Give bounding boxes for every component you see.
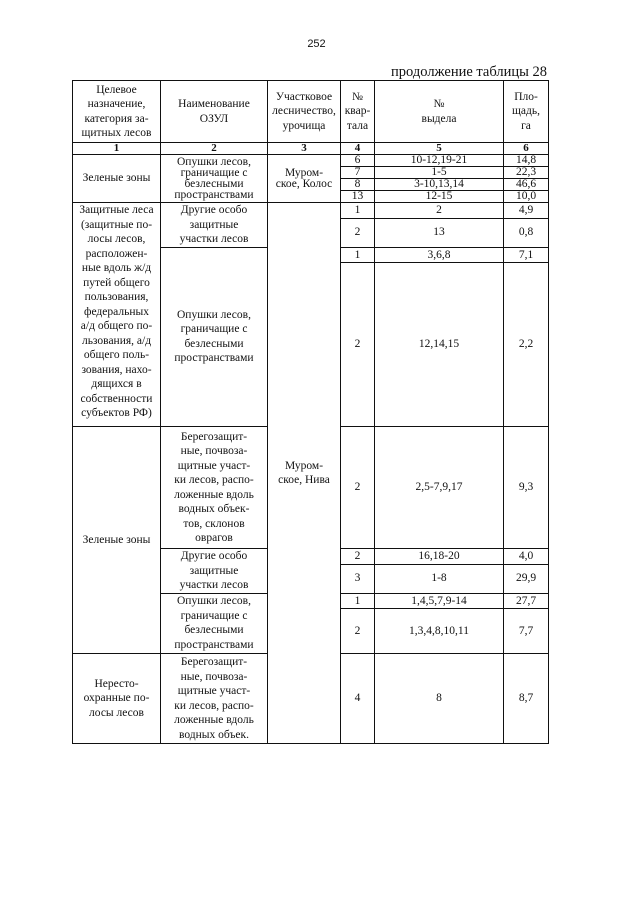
category-green-zones: Зеленые зоны — [73, 155, 161, 203]
header-quarter: № квар- тала — [341, 81, 375, 143]
area-cell: 7,1 — [504, 247, 549, 263]
page-number: 252 — [307, 38, 326, 50]
area-cell: 27,7 — [504, 593, 549, 609]
area-cell: 7,7 — [504, 609, 549, 654]
plot-cell: 12,14,15 — [375, 263, 504, 427]
area-cell: 2,2 — [504, 263, 549, 427]
plot-cell: 3-10,13,14 — [375, 179, 504, 191]
area-cell: 0,8 — [504, 218, 549, 247]
table-row — [73, 155, 549, 167]
quarter-cell: 13 — [341, 191, 375, 203]
area-cell: 8,7 — [504, 654, 549, 744]
area-cell: 14,8 — [504, 155, 549, 167]
ozul-forest-edges: Опушки лесов, граничащие с безлесными пространствами — [161, 247, 268, 427]
plot-cell: 12-15 — [375, 191, 504, 203]
plot-cell: 2 — [375, 203, 504, 219]
category-spawning-protection: Нересто- охранные по- лосы лесов — [73, 654, 161, 744]
plot-cell: 1,3,4,8,10,11 — [375, 609, 504, 654]
area-cell: 4,0 — [504, 549, 549, 565]
forestry-murom-kolos: Муром- ское, Колос — [268, 155, 341, 203]
column-number: 4 — [341, 143, 375, 155]
column-number: 6 — [504, 143, 549, 155]
plot-cell: 2,5-7,9,17 — [375, 427, 504, 549]
quarter-cell: 2 — [341, 218, 375, 247]
quarter-cell: 1 — [341, 247, 375, 263]
plot-cell: 1-5 — [375, 167, 504, 179]
quarter-cell: 7 — [341, 167, 375, 179]
header-area: Пло- щадь, га — [504, 81, 549, 143]
quarter-cell: 4 — [341, 654, 375, 744]
header-purpose: Целевое назначение, категория за- щитных лесов — [73, 81, 161, 143]
quarter-cell: 2 — [341, 263, 375, 427]
column-number: 5 — [375, 143, 504, 155]
area-cell: 4,9 — [504, 203, 549, 219]
area-cell: 22,3 — [504, 167, 549, 179]
area-cell: 29,9 — [504, 564, 549, 593]
quarter-cell: 1 — [341, 203, 375, 219]
plot-cell: 16,18-20 — [375, 549, 504, 565]
forestry-murom-niva: Муром- ское, Нива — [268, 203, 341, 744]
plot-cell: 1,4,5,7,9-14 — [375, 593, 504, 609]
ozul-other-protective: Другие особо защитные участки лесов — [161, 549, 268, 594]
header-plot: № выдела — [375, 81, 504, 143]
header-row — [73, 81, 549, 143]
quarter-cell: 6 — [341, 155, 375, 167]
plot-cell: 1-8 — [375, 564, 504, 593]
ozul-forest-edges: Опушки лесов, граничащие с безлесными пространствами — [161, 593, 268, 654]
column-number-row — [73, 143, 549, 155]
quarter-cell: 1 — [341, 593, 375, 609]
quarter-cell: 2 — [341, 609, 375, 654]
category-green-zones: Зеленые зоны — [73, 427, 161, 654]
quarter-cell: 2 — [341, 427, 375, 549]
column-number: 1 — [73, 143, 161, 155]
ozul-other-protective: Другие особо защитные участки лесов — [161, 203, 268, 248]
area-cell: 10,0 — [504, 191, 549, 203]
table-continuation-label: продолжение таблицы 28 — [391, 64, 547, 80]
table-row — [73, 203, 549, 219]
column-number: 3 — [268, 143, 341, 155]
plot-cell: 10-12,19-21 — [375, 155, 504, 167]
column-number: 2 — [161, 143, 268, 155]
plot-cell: 8 — [375, 654, 504, 744]
quarter-cell: 2 — [341, 549, 375, 565]
plot-cell: 13 — [375, 218, 504, 247]
ozul-bank-protection: Берегозащит- ные, почвоза- щитные участ- ки лесов, распо- ложенные вдоль водных объек- тов, склонов оврагов — [161, 427, 268, 549]
area-cell: 46,6 — [504, 179, 549, 191]
plot-cell: 3,6,8 — [375, 247, 504, 263]
ozul-forest-edges: Опушки лесов, граничащие с безлесными пространствами — [161, 155, 268, 203]
ozul-bank-protection: Берегозащит- ные, почвоза- щитные участ- ки лесов, распо- ложенные вдоль водных объек. — [161, 654, 268, 744]
header-forestry: Участковое лесничество, урочища — [268, 81, 341, 143]
category-protective-lines: Защитные леса (защитные по- лосы лесов, расположен- ные вдоль ж/д путей общего пользования, федеральных а/д общего по- льзования, а/д общего поль- зования, нахо- дящихся в собственности субъектов РФ) — [73, 203, 161, 427]
forest-protection-table — [72, 80, 549, 744]
quarter-cell: 3 — [341, 564, 375, 593]
area-cell: 9,3 — [504, 427, 549, 549]
header-ozul-name: Наименование ОЗУЛ — [161, 81, 268, 143]
quarter-cell: 8 — [341, 179, 375, 191]
